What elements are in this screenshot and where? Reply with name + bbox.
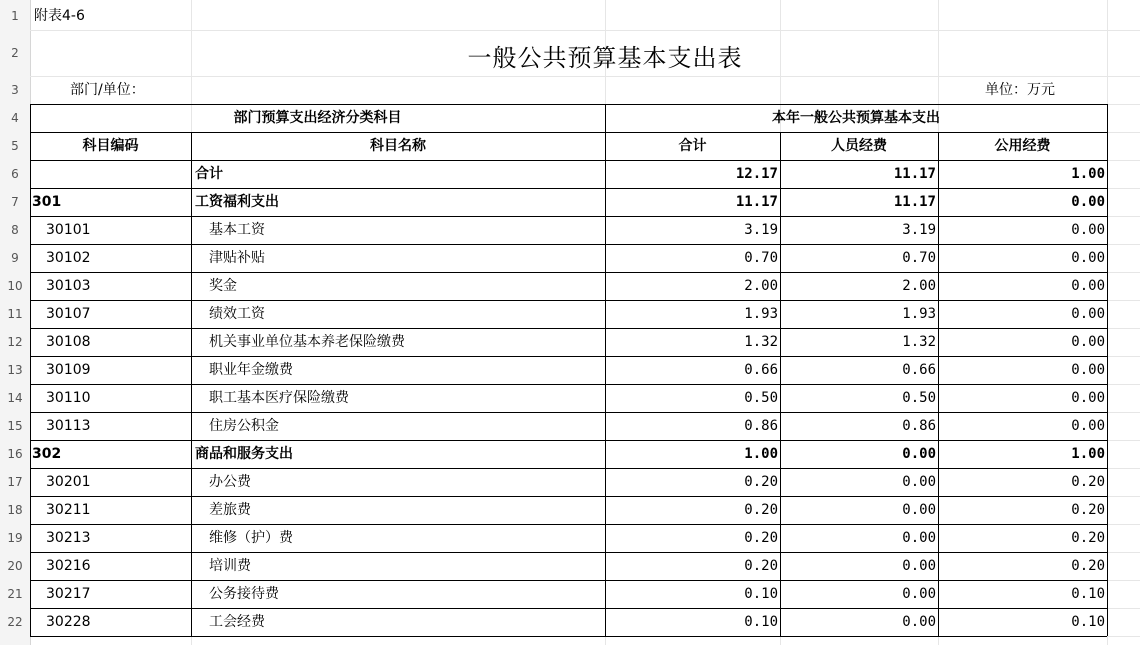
row-number: 10 [7, 279, 23, 293]
row-number: 16 [7, 447, 23, 461]
header-group-economic-classification: 部门预算支出经济分类科目 [233, 110, 402, 126]
row-public: 0.00 [1071, 306, 1105, 322]
row-name: 公务接待费 [209, 586, 279, 602]
row-code: 30103 [46, 278, 91, 294]
row-number: 11 [7, 307, 23, 321]
row-public: 0.20 [1071, 502, 1105, 518]
row-name: 住房公积金 [209, 418, 279, 434]
row-number: 3 [11, 83, 19, 97]
row-personnel: 11.17 [893, 166, 936, 182]
row-public: 0.00 [1071, 418, 1105, 434]
row-total: 0.70 [744, 250, 778, 266]
row-number: 6 [11, 167, 19, 181]
header-name: 科目名称 [370, 138, 426, 154]
row-name: 基本工资 [209, 222, 265, 238]
row-name: 差旅费 [209, 502, 251, 518]
row-personnel: 0.50 [902, 390, 936, 406]
row-total: 1.32 [744, 334, 778, 350]
row-name: 合计 [195, 166, 223, 182]
appendix-label: 附表4-6 [34, 8, 85, 24]
row-personnel: 0.00 [902, 614, 936, 630]
row-number: 21 [7, 587, 23, 601]
row-personnel: 0.66 [902, 362, 936, 378]
row-code: 30101 [46, 222, 91, 238]
unit-label: 单位：万元 [985, 82, 1055, 98]
row-total: 0.86 [744, 418, 778, 434]
row-public: 0.00 [1071, 390, 1105, 406]
row-name: 培训费 [209, 558, 251, 574]
row-code: 30102 [46, 250, 91, 266]
row-total: 0.20 [744, 558, 778, 574]
row-name: 职业年金缴费 [209, 362, 293, 378]
row-total: 0.66 [744, 362, 778, 378]
row-public: 0.00 [1071, 278, 1105, 294]
row-number: 2 [11, 46, 19, 60]
grid-line [30, 30, 1140, 31]
row-number: 18 [7, 503, 23, 517]
page-title: 一般公共预算基本支出表 [467, 44, 743, 72]
row-total: 2.00 [744, 278, 778, 294]
table-border [30, 636, 1107, 637]
department-label: 部门/单位： [70, 82, 145, 98]
row-personnel: 0.00 [902, 586, 936, 602]
row-total: 1.93 [744, 306, 778, 322]
row-total: 0.20 [744, 502, 778, 518]
grid-line [30, 76, 1140, 77]
row-number: 5 [11, 139, 19, 153]
row-code: 30108 [46, 334, 91, 350]
table-border [191, 132, 192, 636]
row-code: 30213 [46, 530, 91, 546]
row-code: 30216 [46, 558, 91, 574]
row-personnel: 0.00 [902, 474, 936, 490]
row-number: 1 [11, 9, 19, 23]
row-number: 4 [11, 111, 19, 125]
row-public: 0.00 [1071, 194, 1105, 210]
row-name: 绩效工资 [209, 306, 265, 322]
row-total: 12.17 [735, 166, 778, 182]
row-personnel: 0.86 [902, 418, 936, 434]
row-number: 12 [7, 335, 23, 349]
row-number: 19 [7, 531, 23, 545]
row-personnel: 0.00 [902, 530, 936, 546]
row-number: 9 [11, 251, 19, 265]
row-number: 20 [7, 559, 23, 573]
row-public: 0.20 [1071, 474, 1105, 490]
table-border [30, 104, 31, 636]
row-public: 0.20 [1071, 530, 1105, 546]
row-code: 30107 [46, 306, 91, 322]
row-number: 15 [7, 419, 23, 433]
row-code: 30110 [46, 390, 91, 406]
row-code: 30217 [46, 586, 91, 602]
row-personnel: 2.00 [902, 278, 936, 294]
table-border [938, 132, 939, 636]
row-name: 津贴补贴 [209, 250, 265, 266]
row-number: 14 [7, 391, 23, 405]
row-code: 30109 [46, 362, 91, 378]
row-name: 办公费 [209, 474, 251, 490]
row-total: 0.10 [744, 614, 778, 630]
header-personnel: 人员经费 [831, 138, 887, 154]
row-number: 8 [11, 223, 19, 237]
row-personnel: 0.00 [902, 502, 936, 518]
row-public: 0.10 [1071, 586, 1105, 602]
row-public: 0.00 [1071, 362, 1105, 378]
row-name: 机关事业单位基本养老保险缴费 [209, 334, 405, 350]
row-name: 奖金 [209, 278, 237, 294]
header-public: 公用经费 [994, 138, 1051, 154]
header-code: 科目编码 [82, 138, 139, 154]
row-personnel: 1.93 [902, 306, 936, 322]
row-personnel: 3.19 [902, 222, 936, 238]
row-total: 0.10 [744, 586, 778, 602]
table-border [605, 104, 606, 636]
row-personnel: 0.00 [902, 558, 936, 574]
row-total: 0.20 [744, 530, 778, 546]
row-number: 22 [7, 615, 23, 629]
row-number: 7 [11, 195, 19, 209]
row-public: 1.00 [1071, 166, 1105, 182]
row-total: 1.00 [744, 446, 778, 462]
row-public: 0.20 [1071, 558, 1105, 574]
row-public: 0.00 [1071, 222, 1105, 238]
row-code: 301 [32, 194, 62, 210]
header-total: 合计 [678, 138, 707, 154]
row-personnel: 0.70 [902, 250, 936, 266]
row-total: 3.19 [744, 222, 778, 238]
row-personnel: 11.17 [893, 194, 936, 210]
table-border [1107, 104, 1108, 636]
table-border [780, 132, 781, 636]
row-personnel: 0.00 [902, 446, 936, 462]
row-total: 0.50 [744, 390, 778, 406]
row-name: 维修（护）费 [209, 530, 293, 546]
row-name: 职工基本医疗保险缴费 [209, 390, 349, 406]
row-public: 0.00 [1071, 334, 1105, 350]
row-name: 工会经费 [209, 614, 265, 630]
row-code: 30228 [46, 614, 91, 630]
row-total: 11.17 [735, 194, 778, 210]
row-name: 工资福利支出 [195, 194, 279, 210]
header-group-basic-expenditure: 本年一般公共预算基本支出 [772, 110, 940, 126]
row-code: 30113 [46, 418, 91, 434]
row-code: 30201 [46, 474, 91, 490]
row-public: 0.10 [1071, 614, 1105, 630]
row-personnel: 1.32 [902, 334, 936, 350]
table-border [30, 104, 1107, 105]
row-total: 0.20 [744, 474, 778, 490]
row-public: 1.00 [1071, 446, 1105, 462]
row-name: 商品和服务支出 [195, 446, 293, 462]
row-number: 13 [7, 363, 23, 377]
row-code: 302 [32, 446, 62, 462]
row-code: 30211 [46, 502, 91, 518]
row-public: 0.00 [1071, 250, 1105, 266]
row-number: 17 [7, 475, 23, 489]
